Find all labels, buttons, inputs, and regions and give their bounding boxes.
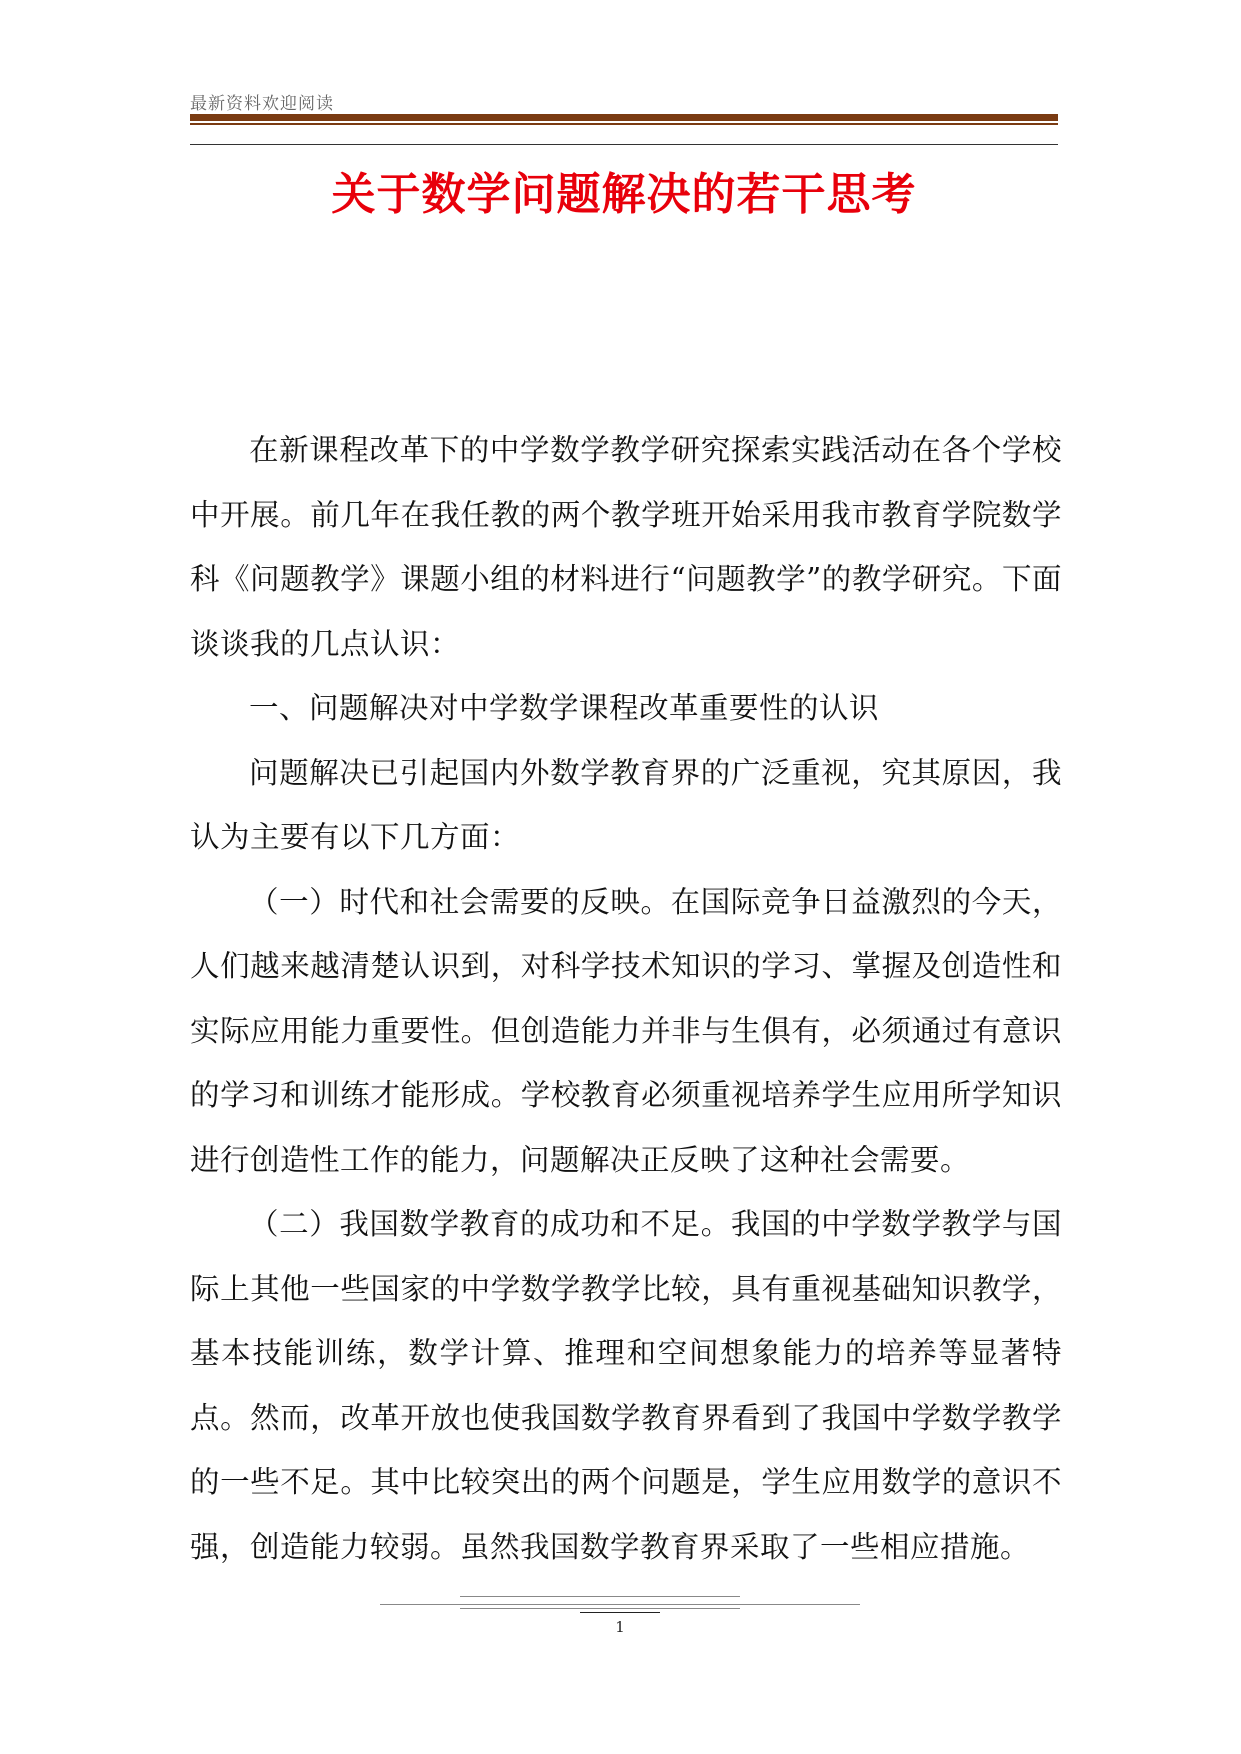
header-rule-thick xyxy=(190,114,1058,121)
paragraph-point-1: （一）时代和社会需要的反映。在国际竞争日益激烈的今天，人们越来越清楚认识到，对科学技术知识的学习、掌握及创造性和实际应用能力重要性。但创造能力并非与生俱有，必须通过有意识的学习和训练才能形成。学校教育必须重视培养学生应用所学知识进行创造性工作的能力，问题解决正反映了这种社会需要。 xyxy=(190,884,1062,1177)
footer-rule-mid xyxy=(460,1608,740,1609)
footer-rule-short xyxy=(580,1612,660,1613)
footer-rule-wide xyxy=(380,1604,860,1605)
section-heading-1: 一、问题解决对中学数学课程改革重要性的认识 xyxy=(249,691,880,725)
page-number: 1 xyxy=(615,1618,625,1636)
document-title: 关于数学问题解决的若干思考 xyxy=(331,169,917,220)
header-rule-bottom xyxy=(190,144,1058,145)
paragraph-point-2: （二）我国数学教育的成功和不足。我国的中学数学教学与国际上其他一些国家的中学数学教学比较，具有重视基础知识教学，基本技能训练，数学计算、推理和空间想象能力的培养等显著特点。然而，改革开放也使我国数学教育界看到了我国中学数学教学的一些不足。其中比较突出的两个问题是，学生应用数学的意识不强，创造能力较弱。虽然我国数学教育界采取了一些相应措施。 xyxy=(190,1207,1062,1564)
paragraph-reasons: 问题解决已引起国内外数学教育界的广泛重视，究其原因，我认为主要有以下几方面： xyxy=(190,755,1062,854)
header-text: 最新资料欢迎阅读 xyxy=(190,94,334,114)
footer-rule-top xyxy=(460,1596,740,1597)
paragraph-intro: 在新课程改革下的中学数学教学研究探索实践活动在各个学校中开展。前几年在我任教的两个教学班开始采用我市教育学院数学科《问题教学》课题小组的材料进行“问题教学”的教学研究。下面谈谈我的几点认识： xyxy=(190,433,1062,661)
document-body xyxy=(190,418,1062,1579)
header-rule-thin xyxy=(190,123,1058,125)
